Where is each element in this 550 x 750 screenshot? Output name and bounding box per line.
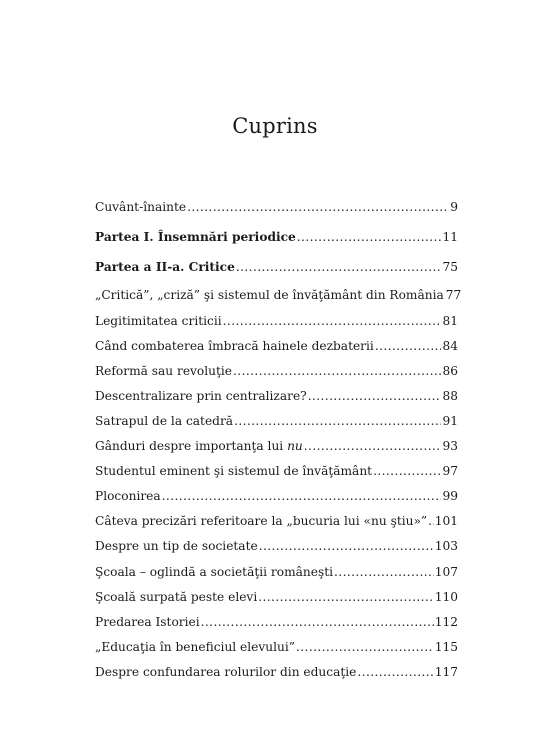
toc-page-number: 9 — [450, 200, 458, 214]
toc-entry-title: Studentul eminent şi sistemul de învăţământ — [95, 464, 373, 478]
toc-page-number: 117 — [434, 665, 458, 679]
toc-entry-title: „Critică”, „criză” şi sistemul de învăţământ din România — [95, 288, 444, 302]
toc-entry — [95, 486, 458, 506]
toc-page-number: 93 — [442, 439, 458, 453]
toc-entry — [95, 587, 458, 607]
toc-entry-title: Despre un tip de societate — [95, 539, 258, 553]
toc-entry-title: Partea I. Însemnări periodice — [95, 230, 296, 244]
toc-dot-leader — [428, 511, 434, 531]
toc-page-number: 11 — [442, 230, 458, 244]
toc-entry-title: Când combaterea îmbracă hainele dezbaterii — [95, 339, 374, 353]
toc-entry-title-italic: nu — [287, 439, 303, 453]
toc-dot-leader — [304, 436, 442, 456]
toc-entry — [95, 336, 458, 356]
toc-page-number: 97 — [442, 464, 458, 478]
toc-entry-title — [95, 436, 303, 456]
toc-entry-title: Şcoala – oglindă a societăţii româneşti — [95, 565, 334, 579]
toc-page-number: 86 — [442, 364, 458, 378]
toc-dot-leader — [187, 197, 449, 217]
toc-dot-leader — [334, 562, 434, 582]
toc-page-number: 84 — [442, 339, 458, 353]
toc-dot-leader — [296, 637, 434, 657]
toc-entry-title: Partea a II-a. Critice — [95, 260, 235, 274]
toc-page-number: 115 — [434, 640, 458, 654]
toc-entry — [95, 511, 458, 531]
toc-entry — [95, 461, 458, 481]
toc-entry-title: „Educaţia în beneficiul elevului” — [95, 640, 295, 654]
toc-entry-title: Despre confundarea rolurilor din educaţie — [95, 665, 357, 679]
toc-dot-leader — [373, 461, 441, 481]
toc-entry — [95, 311, 458, 331]
toc-entry — [95, 662, 458, 682]
toc-page-number: 112 — [434, 615, 458, 629]
toc-entry-title: Descentralizare prin centralizare? — [95, 389, 307, 403]
toc-page-number: 75 — [442, 260, 458, 274]
toc-dot-leader — [236, 257, 442, 277]
toc-entry — [95, 411, 458, 431]
toc-entry — [95, 637, 458, 657]
toc-entry — [95, 285, 462, 305]
toc-dot-leader — [375, 336, 442, 356]
toc-dot-leader — [162, 486, 442, 506]
toc-entry-title: Satrapul de la catedră — [95, 414, 234, 428]
toc-page-number: 81 — [442, 314, 458, 328]
toc-dot-leader — [357, 662, 433, 682]
toc-page-number: 110 — [434, 590, 458, 604]
toc-page-number: 99 — [442, 489, 458, 503]
toc-dot-leader — [201, 612, 434, 632]
toc-dot-leader — [223, 311, 442, 331]
toc-entry — [95, 227, 458, 247]
toc-page-number: 88 — [442, 389, 458, 403]
toc-entry-title: Reformă sau revoluţie — [95, 364, 233, 378]
toc-entry — [95, 562, 458, 582]
toc-page-number: 107 — [434, 565, 458, 579]
toc-dot-leader — [258, 587, 434, 607]
page-title: Cuprins — [232, 114, 318, 139]
toc-entry — [95, 257, 458, 277]
toc-entry — [95, 612, 458, 632]
toc-dot-leader — [308, 386, 442, 406]
toc-entry — [95, 361, 458, 381]
toc-entry-title: Legitimitatea criticii — [95, 314, 222, 328]
toc-entry-title-text: Gânduri despre importanţa lui — [95, 439, 288, 453]
toc-dot-leader — [233, 361, 441, 381]
toc-page-number: 101 — [434, 514, 458, 528]
toc-entry-title: Cuvânt-înainte — [95, 200, 187, 214]
toc-dot-leader — [259, 536, 434, 556]
toc-entry — [95, 386, 458, 406]
toc-page-number: 103 — [434, 539, 458, 553]
toc-entry-title: Câteva precizări referitoare la „bucuria lui «nu ştiu»” — [95, 514, 428, 528]
toc-entry-title: Şcoală surpată peste elevi — [95, 590, 258, 604]
toc-page-number: 77 — [445, 288, 462, 302]
toc-page-number: 91 — [442, 414, 458, 428]
toc-entry-title: Ploconirea — [95, 489, 161, 503]
toc-entry-title: Predarea Istoriei — [95, 615, 200, 629]
toc-dot-leader — [234, 411, 441, 431]
toc-entry — [95, 436, 458, 456]
toc-entry — [95, 536, 458, 556]
toc-dot-leader — [297, 227, 442, 247]
toc-entry — [95, 197, 458, 217]
